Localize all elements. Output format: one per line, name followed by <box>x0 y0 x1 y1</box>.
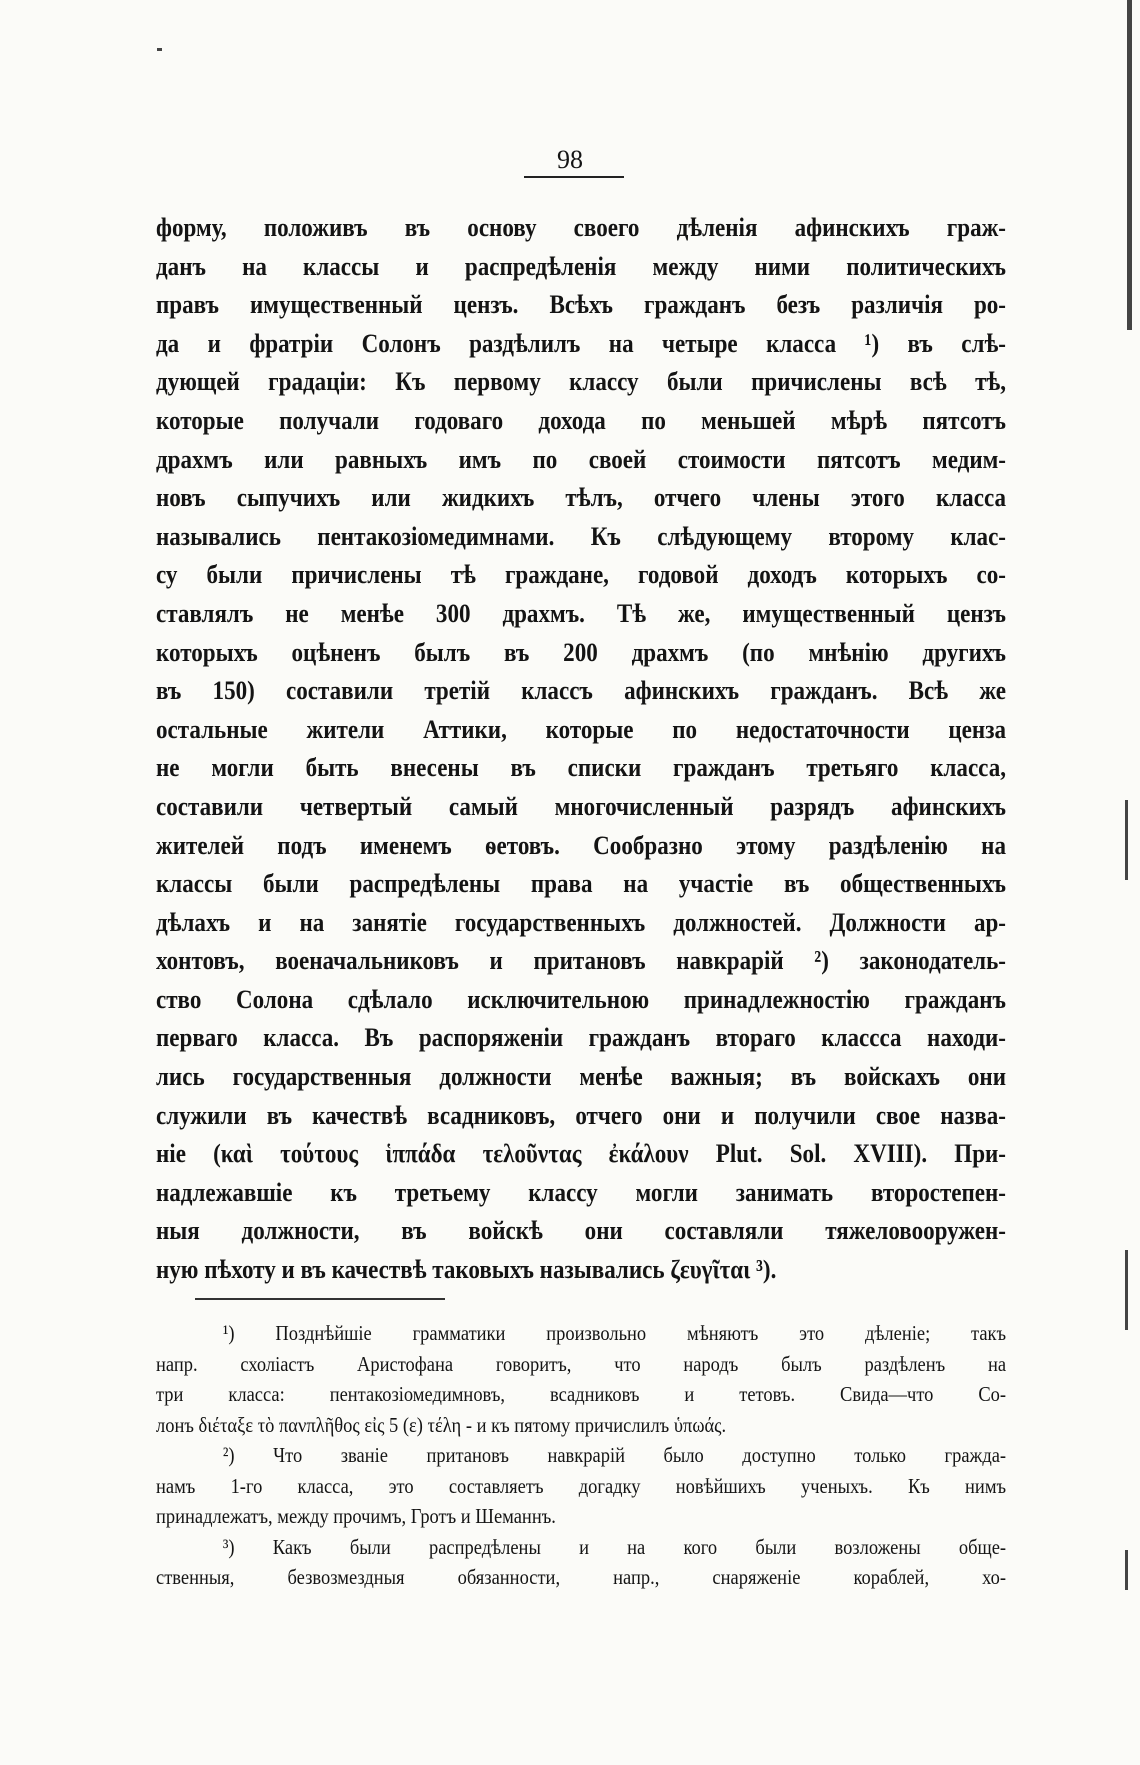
body-line: новъ сыпучихъ или жидкихъ тѣлъ, отчего члены этого класса <box>156 482 1006 513</box>
footnote-line: напр. схоліастъ Аристофана говоритъ, что народъ былъ раздѣленъ на <box>156 1351 1007 1376</box>
body-line: правъ имущественный цензъ. Всѣхъ гражданъ безъ различія ро- <box>156 289 1006 320</box>
body-line: служили въ качествѣ всадниковъ, отчего они и получили свое назва- <box>156 1099 1006 1130</box>
footnote-line: ственныя, безвозмездныя обязанности, напр., снаряженіе кораблей, хо- <box>156 1565 1007 1589</box>
body-line: классы были распредѣлены права на участіе въ общественныхъ <box>156 868 1006 899</box>
footnote-separator <box>195 1298 445 1300</box>
body-line: форму, положивъ въ основу своего дѣленія афинскихъ граж- <box>156 212 1006 242</box>
body-line: жителей подъ именемъ ѳетовъ. Сообразно этому раздѣленію на <box>156 829 1006 860</box>
body-line: которыхъ оцѣненъ былъ въ 200 драхмъ (по мнѣнію другихъ <box>156 636 1006 667</box>
body-line: дующей градаціи: Къ первому классу были причислены всѣ тѣ, <box>156 366 1006 397</box>
body-line: въ 150) составили третій классъ афинскихъ гражданъ. Всѣ же <box>156 675 1006 706</box>
body-line: да и фратріи Солонъ раздѣлилъ на четыре класса ¹) въ слѣ- <box>156 327 1006 358</box>
body-line: остальные жители Аттики, которые по недостаточности ценза <box>156 713 1006 744</box>
body-line: ную пѣхоту и въ качествѣ таковыхъ назывались ζευγῖται ³). <box>156 1254 777 1285</box>
footnote-line: ³) Какъ были распредѣлены и на кого были возложены обще- <box>222 1534 1007 1559</box>
body-line: ставлялъ не менѣе 300 драхмъ. Тѣ же, имущественный цензъ <box>156 597 1006 628</box>
page-number: 98 <box>557 145 583 174</box>
body-line: перваго класса. Въ распоряженіи гражданъ вторaго классса находи- <box>156 1022 1006 1053</box>
scan-edge-mark <box>1127 0 1132 330</box>
footnote-line: ²) Что званіе притановъ навкрарій было доступно только гражда- <box>222 1443 1007 1467</box>
scan-edge-mark <box>1125 800 1128 880</box>
body-line: су были причислены тѣ граждане, годовой доходъ которыхъ со- <box>156 559 1006 590</box>
main-text <box>156 208 1006 1289</box>
page-number-rule <box>524 176 624 178</box>
body-line: ныя должности, въ войскѣ они составляли тяжеловооружен- <box>156 1215 1006 1246</box>
body-line: драхмъ или равныхъ имъ по своей стоимости пятсотъ медим- <box>156 443 1006 474</box>
body-line: надлежавшіе къ третьему классу могли занимать второстепен- <box>156 1176 1006 1207</box>
footnote-line: три класса: пентакозіомедимновъ, всадниковъ и тетовъ. Свида—что Со- <box>156 1382 1007 1406</box>
footnotes <box>156 1318 1006 1593</box>
footnote-line: намъ 1-го класса, это составляетъ догадку новѣйшихъ ученыхъ. Къ нимъ <box>156 1473 1007 1498</box>
scan-edge-mark <box>1125 1550 1128 1590</box>
body-line: составили четвертый самый многочисленный разрядъ афинскихъ <box>156 790 1006 821</box>
footnote-line: лонъ διέταξε τὸ πανπλῆθος εἰς 5 (ε) τέλη - и къ пятому причислилъ ὑπωάς. <box>156 1412 727 1437</box>
body-line: ніе (καὶ τούτους ἱππάδα τελοῦντας ἐκάλουν Plut. Sol. XVIII). При- <box>156 1138 1006 1169</box>
scan-speck <box>157 48 162 51</box>
body-line: ство Солона сдѣлало исключительною принадлежностію гражданъ <box>156 983 1006 1014</box>
body-line: лись государственныя должности менѣе важныя; въ войскахъ они <box>156 1061 1006 1092</box>
body-line: данъ на классы и распредѣленія между ними политическихъ <box>156 250 1006 281</box>
footnote-line: принадлежатъ, между прочимъ, Гротъ и Шеманнъ. <box>156 1504 556 1528</box>
scan-edge-mark <box>1125 1250 1128 1330</box>
body-line: которые получали годоваго дохода по меньшей мѣрѣ пятсотъ <box>156 404 1006 435</box>
body-line: назывались пентакозіомедимнами. Къ слѣдующему второму клас- <box>156 520 1006 551</box>
body-line: дѣлахъ и на занятіе государственныхъ должностей. Должности ар- <box>156 906 1006 937</box>
body-line: не могли быть внесены въ списки гражданъ третьяго класса, <box>156 752 1006 783</box>
body-line: хонтовъ, военачальниковъ и притановъ навкрарій ²) законодатель- <box>156 945 1006 976</box>
footnote-line: ¹) Позднѣйшіе грамматики произвольно мѣняютъ это дѣленіе; такъ <box>222 1321 1007 1345</box>
